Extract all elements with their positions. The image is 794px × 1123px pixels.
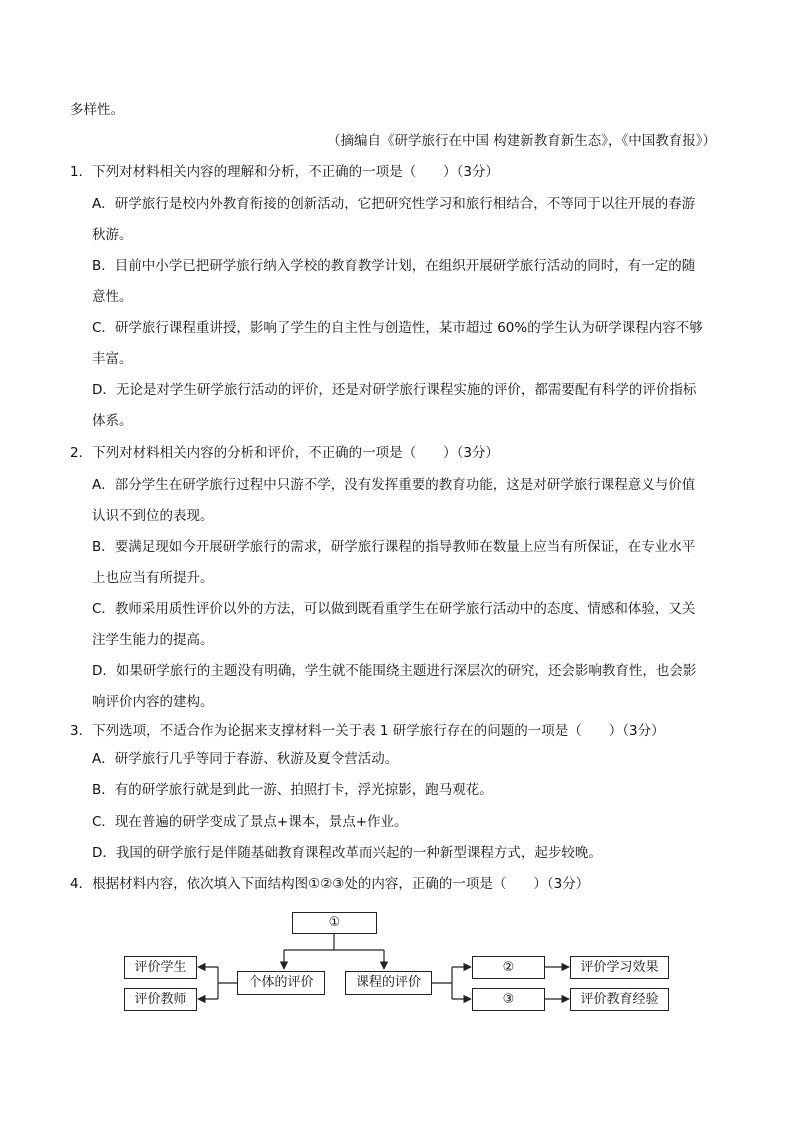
diagram-box-evaluate-teaching-experience: 评价教育经验: [570, 988, 669, 1011]
q3-option-a: A．研学旅行几乎等同于春游、秋游及夏令营活动。: [92, 751, 399, 767]
q1-option-b-line2: 意性。: [92, 289, 133, 305]
diagram-box-evaluate-learning-effect: 评价学习效果: [570, 956, 669, 979]
diagram-box-course-evaluation: 课程的评价: [345, 971, 432, 995]
q1-option-d-line2: 体系。: [92, 413, 133, 429]
q2-option-b-line2: 上也应当有所提升。: [92, 570, 214, 586]
diagram-box-evaluate-teachers: 评价教师: [124, 988, 197, 1011]
source-citation: （摘编自《研学旅行在中国 构建新教育新生态》，《中国教育报》）: [326, 133, 716, 149]
diagram-box-evaluate-students: 评价学生: [124, 956, 197, 979]
q1-option-d-line1: D．无论是对学生研学旅行活动的评价，还是对研学旅行课程实施的评价，都需要配有科学的评价指标: [92, 382, 697, 398]
diagram-box-individual-evaluation: 个体的评价: [237, 971, 325, 995]
q1-option-a-line1: A．研学旅行是校内外教育衔接的创新活动，它把研究性学习和旅行相结合，不等同于以往开展的春游: [92, 196, 696, 212]
question-3-stem: 3．下列选项，不适合作为论据来支撑材料一关于表 1 研学旅行存在的问题的一项是（ ）（3分）: [70, 723, 665, 739]
question-2-stem: 2．下列对材料相关内容的分析和评价，不正确的一项是（ ）（3分）: [70, 445, 499, 461]
q2-option-c-line2: 注学生能力的提高。: [92, 632, 214, 648]
q1-option-b-line1: B．目前中小学已把研学旅行纳入学校的教育教学计划，在组织开展研学旅行活动的同时，有一定的随: [92, 258, 696, 274]
q2-option-c-line1: C．教师采用质性评价以外的方法，可以做到既看重学生在研学旅行活动中的态度、情感和体验，又关: [92, 601, 696, 617]
q2-option-a-line2: 认识不到位的表现。: [92, 508, 214, 524]
q3-option-c: C．现在普遍的研学变成了景点+课本，景点+作业。: [92, 814, 408, 830]
q1-option-a-line2: 秋游。: [92, 227, 133, 243]
q1-option-c-line2: 丰富。: [92, 351, 133, 367]
q2-option-d-line1: D．如果研学旅行的主题没有明确，学生就不能围绕主题进行深层次的研究，还会影响教育性，也会影: [92, 663, 697, 679]
question-4-stem: 4．根据材料内容，依次填入下面结构图①②③处的内容，正确的一项是（ ）（3分）: [70, 876, 590, 892]
intro-tail: 多样性。: [70, 102, 124, 118]
q2-option-a-line1: A．部分学生在研学旅行过程中只游不学，没有发挥重要的教育功能，这是对研学旅行课程意义与价值: [92, 477, 696, 493]
q1-option-c-line1: C．研学旅行课程重讲授，影响了学生的自主性与创造性，某市超过 60%的学生认为研学课程内容不够: [92, 320, 703, 336]
q2-option-b-line1: B．要满足现如今开展研学旅行的需求，研学旅行课程的指导教师在数量上应当有所保证，在专业水平: [92, 539, 696, 555]
q3-option-b: B．有的研学旅行就是到此一游、拍照打卡，浮光掠影，跑马观花。: [92, 782, 493, 798]
q3-option-d: D．我国的研学旅行是伴随基础教育课程改革而兴起的一种新型课程方式，起步较晚。: [92, 845, 602, 861]
q2-option-d-line2: 响评价内容的建构。: [92, 694, 214, 710]
diagram-box-blank3: ③: [472, 988, 545, 1011]
diagram-box-blank2: ②: [472, 956, 545, 979]
question-1-stem: 1．下列对材料相关内容的理解和分析，不正确的一项是（ ）（3分）: [70, 164, 499, 180]
diagram-box-blank1: ①: [292, 912, 377, 934]
